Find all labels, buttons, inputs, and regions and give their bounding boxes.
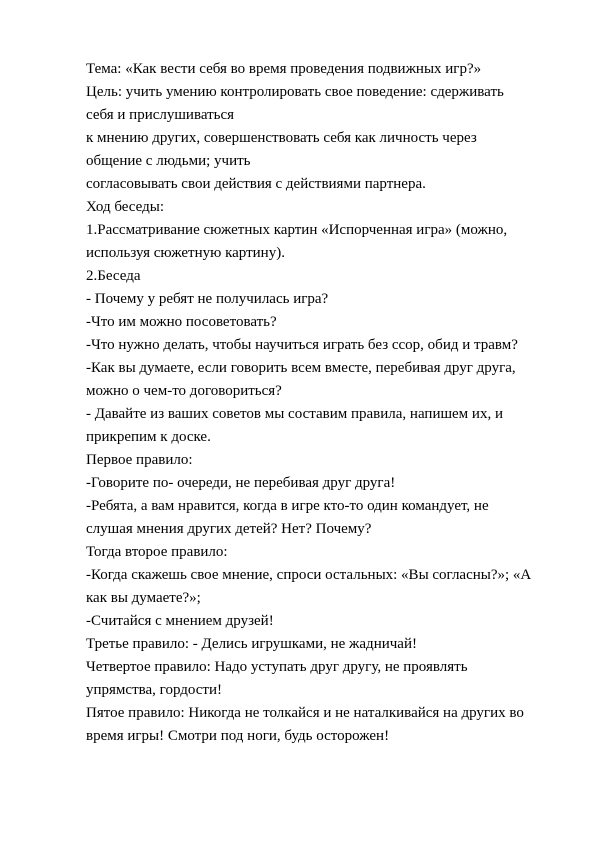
document-body bbox=[86, 58, 566, 748]
rule-heading: Первое правило: bbox=[86, 452, 193, 468]
rule-line: Третье правило: - Делись игрушками, не жадничай! bbox=[86, 636, 417, 652]
goal-line: согласовывать свои действия с действиями партнера. bbox=[86, 176, 426, 192]
rule-line: -Говорите по- очереди, не перебивая друг друга! bbox=[86, 475, 396, 491]
question-line: -Как вы думаете, если говорить всем вместе, перебивая друг друга, bbox=[86, 360, 516, 376]
section-heading: Ход беседы: bbox=[86, 199, 164, 215]
rule-line: время игры! Смотри под ноги, будь осторожен! bbox=[86, 728, 390, 744]
goal-line: общение с людьми; учить bbox=[86, 153, 251, 169]
rule-line: -Считайся с мнением друзей! bbox=[86, 613, 274, 629]
goal-line: себя и прислушиваться bbox=[86, 107, 235, 123]
rule-line: Пятое правило: Никогда не толкайся и не наталкивайся на других во bbox=[86, 705, 524, 721]
step-line: 2.Беседа bbox=[86, 268, 141, 284]
question-line: слушая мнения других детей? Нет? Почему? bbox=[86, 521, 372, 537]
goal-line: к мнению других, совершенствовать себя как личность через bbox=[86, 130, 477, 146]
question-line: - Почему у ребят не получилась игра? bbox=[86, 291, 329, 307]
instruction-line: прикрепим к доске. bbox=[86, 429, 211, 445]
rule-line: Четвертое правило: Надо уступать друг другу, не проявлять bbox=[86, 659, 468, 675]
question-line: можно о чем-то договориться? bbox=[86, 383, 282, 399]
topic-line: Тема: «Как вести себя во время проведения подвижных игр?» bbox=[86, 61, 482, 77]
step-line: 1.Рассматривание сюжетных картин «Испорченная игра» (можно, bbox=[86, 222, 508, 238]
rule-line: как вы думаете?»; bbox=[86, 590, 201, 606]
step-line: используя сюжетную картину). bbox=[86, 245, 285, 261]
instruction-line: - Давайте из ваших советов мы составим правила, напишем их, и bbox=[86, 406, 503, 422]
question-line: -Что им можно посоветовать? bbox=[86, 314, 277, 330]
question-line: -Что нужно делать, чтобы научиться играть без ссор, обид и травм? bbox=[86, 337, 518, 353]
goal-line: Цель: учить умению контролировать свое поведение: сдерживать bbox=[86, 84, 504, 100]
rule-heading: Тогда второе правило: bbox=[86, 544, 228, 560]
question-line: -Ребята, а вам нравится, когда в игре кто-то один командует, не bbox=[86, 498, 489, 514]
rule-line: упрямства, гордости! bbox=[86, 682, 222, 698]
rule-line: -Когда скажешь свое мнение, спроси остальных: «Вы согласны?»; «А bbox=[86, 567, 532, 583]
